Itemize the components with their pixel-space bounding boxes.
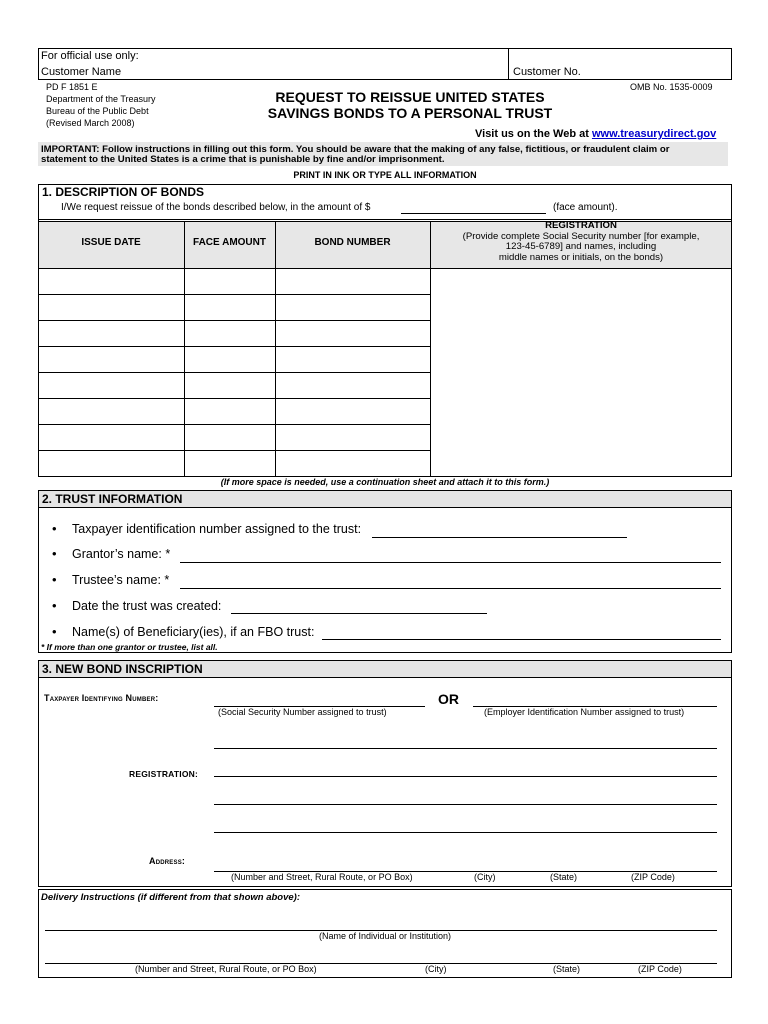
bullet-icon: • [52,598,57,613]
registration-line-4[interactable] [214,832,717,833]
bullet-icon: • [52,521,57,536]
col-face-amount: FACE AMOUNT [193,237,266,248]
trust-tin-label: Taxpayer identification number assigned to the trust: [72,522,362,536]
table-row[interactable] [38,424,430,425]
col-issue-date: ISSUE DATE [81,237,141,248]
registration-line-3[interactable] [214,804,717,805]
print-notice: PRINT IN INK OR TYPE ALL INFORMATION [293,170,477,180]
registration-line-1[interactable] [214,748,717,749]
bullet-icon: • [52,546,57,561]
table-row[interactable] [38,450,430,451]
section3-heading: 3. NEW BOND INSCRIPTION [38,660,732,678]
col-bond-number: BOND NUMBER [314,237,391,248]
face-amount-suffix: (face amount). [553,202,618,213]
form-title-line2: SAVINGS BONDS TO A PERSONAL TRUST [267,105,553,121]
bureau: Bureau of the Public Debt [46,106,149,116]
bullet-icon: • [52,572,57,587]
or-text: OR [438,691,459,707]
table-row[interactable] [38,372,430,373]
website-line [475,128,716,140]
department: Department of the Treasury [46,94,156,104]
delivery-city-caption: (City) [425,964,447,974]
addr-zip-caption: (ZIP Code) [631,872,675,882]
tin-label: Taxpayer Identifying Number: [44,693,159,703]
trustee-name-field[interactable] [180,588,721,589]
table-row[interactable] [38,398,430,399]
trust-tin-field[interactable] [372,537,627,538]
delivery-zip-caption: (ZIP Code) [638,964,682,974]
important-line2: statement to the United States is a crime that is punishable by fine and/or imprisonment. [41,154,445,165]
registration-label: REGISTRATION: [129,769,199,779]
continuation-note: (If more space is needed, use a continuation sheet and attach it to this form.) [220,477,550,487]
table-row[interactable] [38,294,430,295]
registration-line-2[interactable] [214,776,717,777]
ssn-caption: (Social Security Number assigned to trust) [218,707,387,717]
important-notice [38,142,728,166]
face-amount-field[interactable] [401,213,546,214]
form-id: PD F 1851 E [46,82,98,92]
visit-text: Visit us on the Web at [475,128,589,140]
ein-caption: (Employer Identification Number assigned to trust) [484,707,685,717]
beneficiary-label: Name(s) of Beneficiary(ies), if an FBO trust: [72,625,315,639]
table-row[interactable] [38,346,430,347]
addr-street-caption: (Number and Street, Rural Route, or PO Box) [231,872,413,882]
face-amount-request: I/We request reissue of the bonds described below, in the amount of $ [61,202,371,213]
official-use-box [38,48,732,80]
grantor-name-field[interactable] [180,562,721,563]
delivery-name-caption: (Name of Individual or Institution) [318,931,452,941]
addr-city-caption: (City) [474,872,496,882]
trust-date-label: Date the trust was created: [72,599,222,613]
customer-name-label: Customer Name [41,66,122,78]
col-registration: REGISTRATION (Provide complete Social Security number [for example, 123-45-6789] and names, including middle names or initials, on the bonds) [462,220,700,263]
section2-heading: 2. TRUST INFORMATION [38,490,732,508]
grantor-name-label: Grantor’s name: * [72,547,171,561]
section1-heading: 1. DESCRIPTION OF BONDS [42,185,205,199]
registration-area[interactable] [431,270,731,476]
official-use-label: For official use only: [41,50,139,62]
delivery-state-caption: (State) [553,964,581,974]
section2-footnote: * If more than one grantor or trustee, list all. [41,642,218,652]
customer-no-label: Customer No. [513,66,581,78]
trustee-name-label: Trustee’s name: * [72,573,170,587]
bullet-icon: • [52,624,57,639]
form-title-line1: REQUEST TO REISSUE UNITED STATES [275,89,545,105]
table-row[interactable] [38,320,430,321]
website-link[interactable]: www.treasurydirect.gov [591,128,717,140]
address-label: Address: [149,856,186,866]
addr-state-caption: (State) [550,872,578,882]
trust-date-field[interactable] [231,613,487,614]
omb-number: OMB No. 1535-0009 [630,82,713,92]
revised-date: (Revised March 2008) [46,118,135,128]
important-line1: IMPORTANT: Follow instructions in filling out this form. You should be aware that the making of any false, fictitious, or fraudulent claim or [41,144,670,155]
delivery-heading: Delivery Instructions (if different from that shown above): [41,892,300,903]
delivery-street-caption: (Number and Street, Rural Route, or PO Box) [135,964,317,974]
beneficiary-field[interactable] [322,639,721,640]
